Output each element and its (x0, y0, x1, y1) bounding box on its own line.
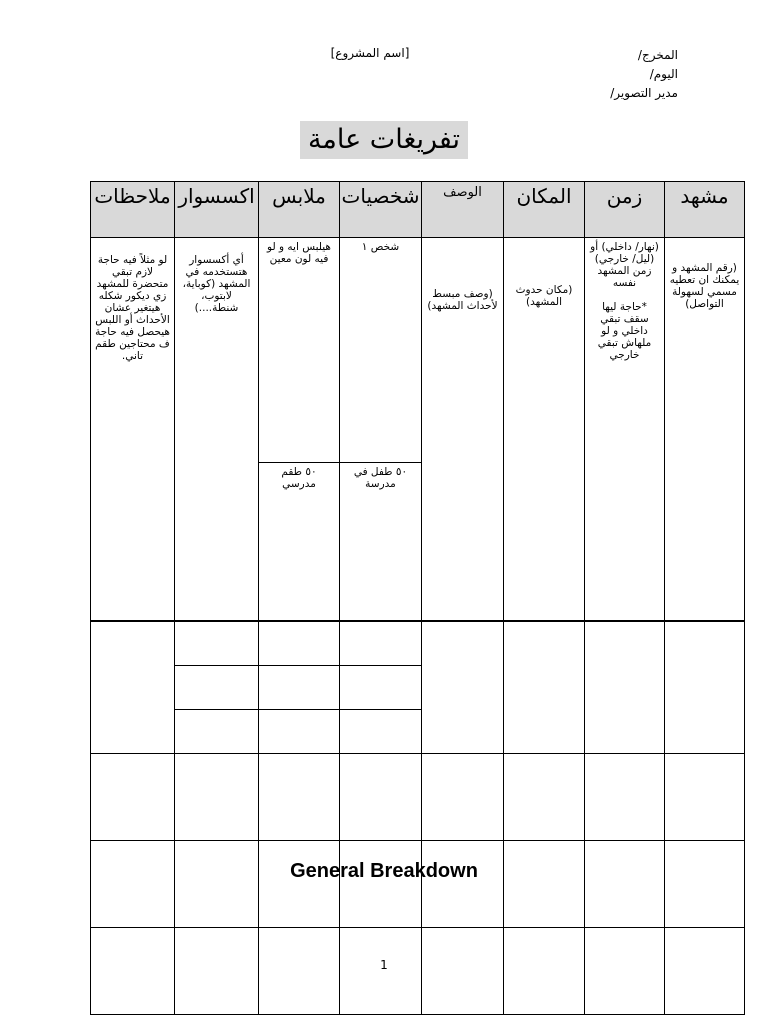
col-costumes: ملابس (259, 182, 340, 238)
cell-time[interactable] (585, 621, 665, 753)
cell-notes[interactable] (91, 621, 175, 753)
cell-location[interactable] (504, 840, 585, 927)
cell-character[interactable] (340, 621, 422, 665)
cell-props[interactable] (175, 665, 259, 709)
hint-time: (نهار/ داخلي) أو (ليل/ خارجي) زمن المشهد نفسه *حاجة ليها سقف تبقي داخلي و لو ملهاش تبقي خارجي (585, 238, 665, 622)
hint-character-1: شخص ١ (340, 238, 422, 463)
cell-props[interactable] (175, 753, 259, 840)
cell-character[interactable] (340, 665, 422, 709)
page-number: 1 (380, 958, 388, 972)
footer-title: General Breakdown (290, 860, 478, 882)
cell-props[interactable] (175, 709, 259, 753)
hint-location: (مكان حدوث المشهد) (504, 238, 585, 622)
cell-scene[interactable] (665, 840, 745, 927)
cell-location[interactable] (504, 753, 585, 840)
col-characters: شخصيات (340, 182, 422, 238)
cell-scene[interactable] (665, 621, 745, 753)
director-field: المخرج/ (637, 48, 678, 62)
col-notes: ملاحظات (91, 182, 175, 238)
cell-costume[interactable] (259, 840, 340, 927)
breakdown-table (90, 181, 745, 1015)
cell-notes[interactable] (91, 753, 175, 840)
table-row (91, 840, 745, 927)
col-scene: مشهد (665, 182, 745, 238)
header-fields (478, 46, 678, 103)
hint-props: أي أكسسوار هتستخدمه في المشهد (كوباية، لابتوب، شنطة....) (175, 238, 259, 622)
cell-props[interactable] (175, 621, 259, 665)
col-time: زمن (585, 182, 665, 238)
hint-costume-1: هيلبس ايه و لو فيه لون معين (259, 238, 340, 463)
hint-character-2: ٥٠ طفل في مدرسة (340, 463, 422, 622)
dop-field: مدير التصوير/ (610, 86, 678, 100)
cell-costume[interactable] (259, 709, 340, 753)
description-row (91, 238, 745, 463)
col-description: الوصف (422, 182, 504, 238)
cell-scene[interactable] (665, 753, 745, 840)
hint-notes: لو مثلاً فيه حاجة لازم تبقي متحضرة للمشهد زي ديكور شكله هيتغير عشان الأحداث أو اللبس هيحصل فيه حاجة ف محتاجين طقم تاني. (91, 238, 175, 622)
cell-character[interactable] (340, 840, 422, 927)
cell-character[interactable] (340, 709, 422, 753)
hint-costume-2: ٥٠ طقم مدرسي (259, 463, 340, 622)
cell-character[interactable] (340, 753, 422, 840)
project-name: [اسم المشروع] (330, 46, 410, 60)
table-row (91, 753, 745, 840)
cell-description[interactable] (422, 840, 504, 927)
cell-time[interactable] (585, 840, 665, 927)
cell-description[interactable] (422, 753, 504, 840)
cell-time[interactable] (585, 753, 665, 840)
day-field: اليوم/ (649, 67, 678, 81)
page-title: تفريغات عامة (300, 121, 468, 159)
col-props: اكسسوار (175, 182, 259, 238)
header-row (91, 182, 745, 238)
col-location: المكان (504, 182, 585, 238)
cell-description[interactable] (422, 621, 504, 753)
cell-costume[interactable] (259, 665, 340, 709)
cell-notes[interactable] (91, 840, 175, 927)
hint-scene: (رقم المشهد و يمكنك ان تعطيه مسمي لسهولة التواصل) (665, 238, 745, 622)
cell-location[interactable] (504, 621, 585, 753)
cell-costume[interactable] (259, 621, 340, 665)
hint-description: (وصف مبسط لأحداث المشهد) (422, 238, 504, 622)
cell-props[interactable] (175, 840, 259, 927)
table-row (91, 621, 745, 665)
cell-costume[interactable] (259, 753, 340, 840)
